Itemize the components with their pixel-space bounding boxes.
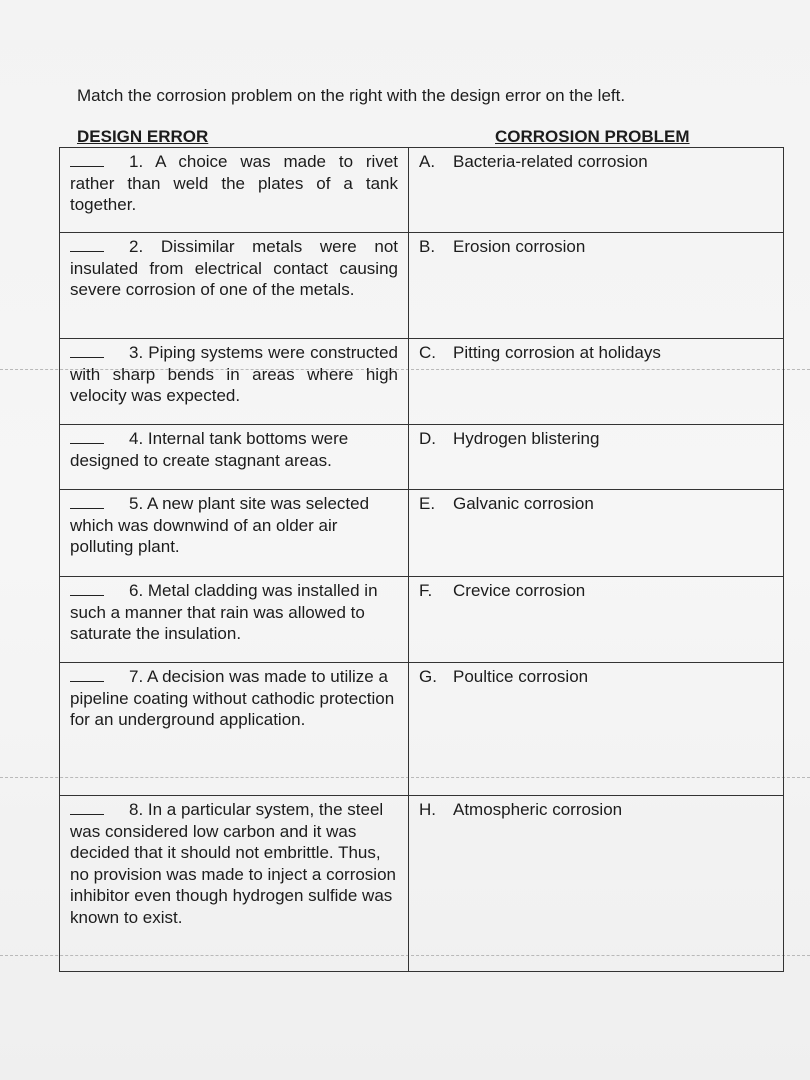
corrosion-problem-cell: [409, 663, 784, 796]
problem-text: Pitting corrosion at holidays: [453, 343, 661, 362]
problem-text: Atmospheric corrosion: [453, 800, 623, 819]
design-error-text: 4. Internal tank bottoms were designed to create stagnant areas.: [70, 429, 349, 470]
corrosion-problem-cell: [409, 490, 784, 577]
design-error-cell: [60, 577, 409, 663]
corrosion-problem-cell: [409, 148, 784, 233]
design-error-text: 1. A choice was made to rivet rather than weld the plates of a tank together.: [70, 152, 398, 214]
table-row: [60, 663, 784, 796]
design-error-text: 3. Piping systems were constructed with sharp bends in areas where high velocity was expected.: [70, 343, 398, 405]
design-error-text: 6. Metal cladding was installed in such a manner that rain was allowed to saturate the insulation.: [70, 581, 378, 643]
corrosion-problem-header: CORROSION PROBLEM: [495, 127, 690, 146]
design-error-cell: [60, 796, 409, 972]
answer-blank[interactable]: [70, 667, 104, 682]
problem-letter: D.: [419, 429, 436, 448]
corrosion-problem-cell: [409, 339, 784, 425]
answer-blank[interactable]: [70, 152, 104, 167]
answer-blank[interactable]: [70, 494, 104, 509]
problem-text: Hydrogen blistering: [453, 429, 600, 448]
problem-letter: F.: [419, 581, 433, 600]
matching-table: [59, 147, 784, 972]
design-error-text: 8. In a particular system, the steel was considered low carbon and it was decided that it should not embrittle. Thus, no provision was made to inject a corrosion inhibitor even though hydrogen sulfide was known to exist.: [70, 800, 396, 927]
problem-letter: B.: [419, 237, 436, 256]
design-error-cell: [60, 663, 409, 796]
table-row: [60, 148, 784, 233]
table-row: [60, 339, 784, 425]
table-row: [60, 490, 784, 577]
problem-text: Poultice corrosion: [453, 667, 589, 686]
answer-blank[interactable]: [70, 581, 104, 596]
design-error-text: 7. A decision was made to utilize a pipeline coating without cathodic protection for an underground application.: [70, 667, 395, 729]
design-error-text: 5. A new plant site was selected which was downwind of an older air polluting plant.: [70, 494, 370, 556]
problem-letter: A.: [419, 152, 436, 171]
corrosion-problem-cell: [409, 577, 784, 663]
answer-blank[interactable]: [70, 237, 104, 252]
design-error-cell: [60, 339, 409, 425]
answer-blank[interactable]: [70, 343, 104, 358]
design-error-text: 2. Dissimilar metals were not insulated from electrical contact causing severe corrosion of one of the metals.: [70, 237, 398, 299]
problem-text: Erosion corrosion: [453, 237, 586, 256]
corrosion-problem-cell: [409, 796, 784, 972]
problem-letter: E.: [419, 494, 436, 513]
problem-letter: G.: [419, 667, 437, 686]
table-row: [60, 577, 784, 663]
table-row: [60, 233, 784, 339]
table-row: [60, 796, 784, 972]
design-error-cell: [60, 148, 409, 233]
design-error-cell: [60, 425, 409, 490]
instructions-text: Match the corrosion problem on the right with the design error on the left.: [77, 86, 626, 105]
answer-blank[interactable]: [70, 800, 104, 815]
answer-blank[interactable]: [70, 429, 104, 444]
problem-text: Galvanic corrosion: [453, 494, 594, 513]
corrosion-problem-cell: [409, 425, 784, 490]
design-error-header: DESIGN ERROR: [77, 127, 209, 146]
table-row: [60, 425, 784, 490]
problem-text: Crevice corrosion: [453, 581, 586, 600]
design-error-cell: [60, 233, 409, 339]
problem-letter: C.: [419, 343, 436, 362]
problem-letter: H.: [419, 800, 436, 819]
problem-text: Bacteria-related corrosion: [453, 152, 648, 171]
corrosion-problem-cell: [409, 233, 784, 339]
design-error-cell: [60, 490, 409, 577]
